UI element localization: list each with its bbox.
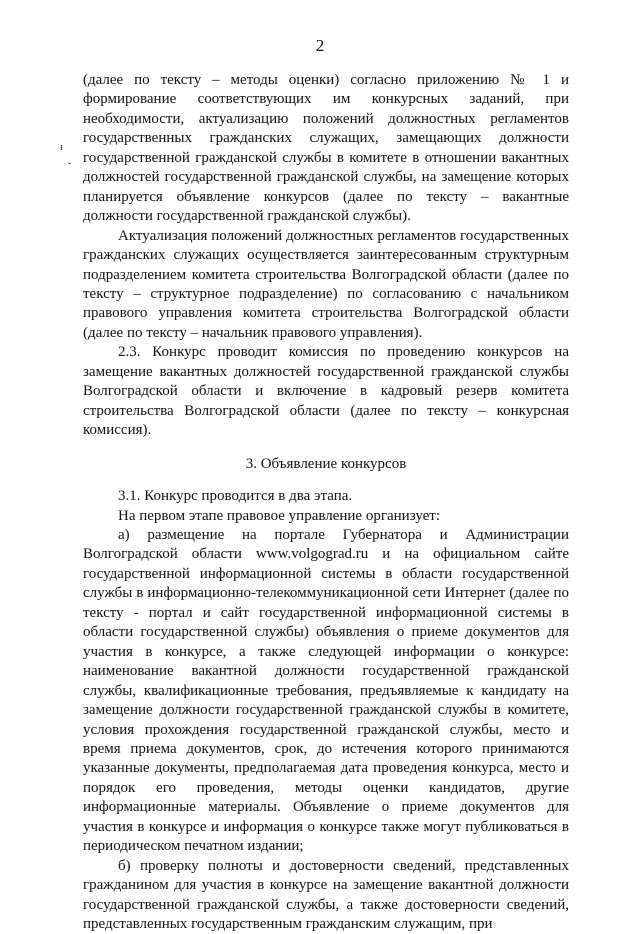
paragraph-3-1-stages: 3.1. Конкурс проводится в два этапа. bbox=[118, 488, 353, 505]
paragraph-2-3-commission: 2.3. Конкурс проводит комиссия по проведению конкурсов на замещение вакантных должностей государственной гражданской службы Волгоградской области и включение в кадровый резерв комитета строительства Волгоградской области (далее по тексту – конкурсная комиссия). bbox=[83, 344, 569, 439]
paragraph-item-b: б) проверку полноты и достоверности сведений, представленных гражданином для участия в конкурсе на замещение вакантной должности государственной гражданской службы, а также достоверности сведений, представленных государственным гражданским служащим, при bbox=[83, 857, 569, 933]
page-number: 2 bbox=[315, 36, 325, 55]
paragraph-item-a: а) размещение на портале Губернатора и Администрации Волгоградской области www.volgograd.ru и на официальном сайте государственной информационной системы в области государственной службы в информационно-телекоммуникационной сети Интернет (далее по тексту - портал и сайт государственной информационной системы в области государственной службы) объявления о приеме документов для участия в конкурсе, а также следующей информации о конкурсе: наименование вакантной должности государственной гражданской службы, квалификационные требования, предъявляемые к кандидату на замещение должности государственной гражданской службы в комитете, условия прохождения государственной гражданской службы, место и время приема документов, срок, до истечения которого принимаются указанные документы, предполагаемая дата проведения конкурса, место и порядок его проведения, методы оценки кандидатов, другие информационные материалы. Объявление о приеме документов для участия в конкурсе и информация о конкурсе также могут публиковаться в периодическом печатном издании; bbox=[83, 526, 569, 855]
margin-mark: ᵻ bbox=[60, 142, 63, 153]
document-body bbox=[83, 71, 569, 934]
paragraph-regulations-update: Актуализация положений должностных регламентов государственных гражданских служащих осуществляется заинтересованным структурным подразделением комитета строительства Волгоградской области (далее по тексту – структурное подразделение) по согласованию с начальником правового управления комитета строительства Волгоградской области (далее по тексту – начальник правового управления). bbox=[83, 227, 569, 341]
paragraph-first-stage: На первом этапе правовое управление организует: bbox=[118, 507, 441, 524]
paragraph-methods-continuation: (далее по тексту – методы оценки) согласно приложению № 1 и формирование соответствующих им конкурсных заданий, при необходимости, актуализацию положений должностных регламентов государственных гражданских служащих, замещающих должности государственной гражданской службы в комитете в отношении вакантных должностей государственной гражданской службы, на замещение которых планируется объявление конкурсов (далее по тексту – вакантные должности государственной гражданской службы). bbox=[83, 72, 569, 225]
section-heading: 3. Объявление конкурсов bbox=[245, 455, 407, 472]
margin-mark: ˇ bbox=[68, 162, 72, 173]
